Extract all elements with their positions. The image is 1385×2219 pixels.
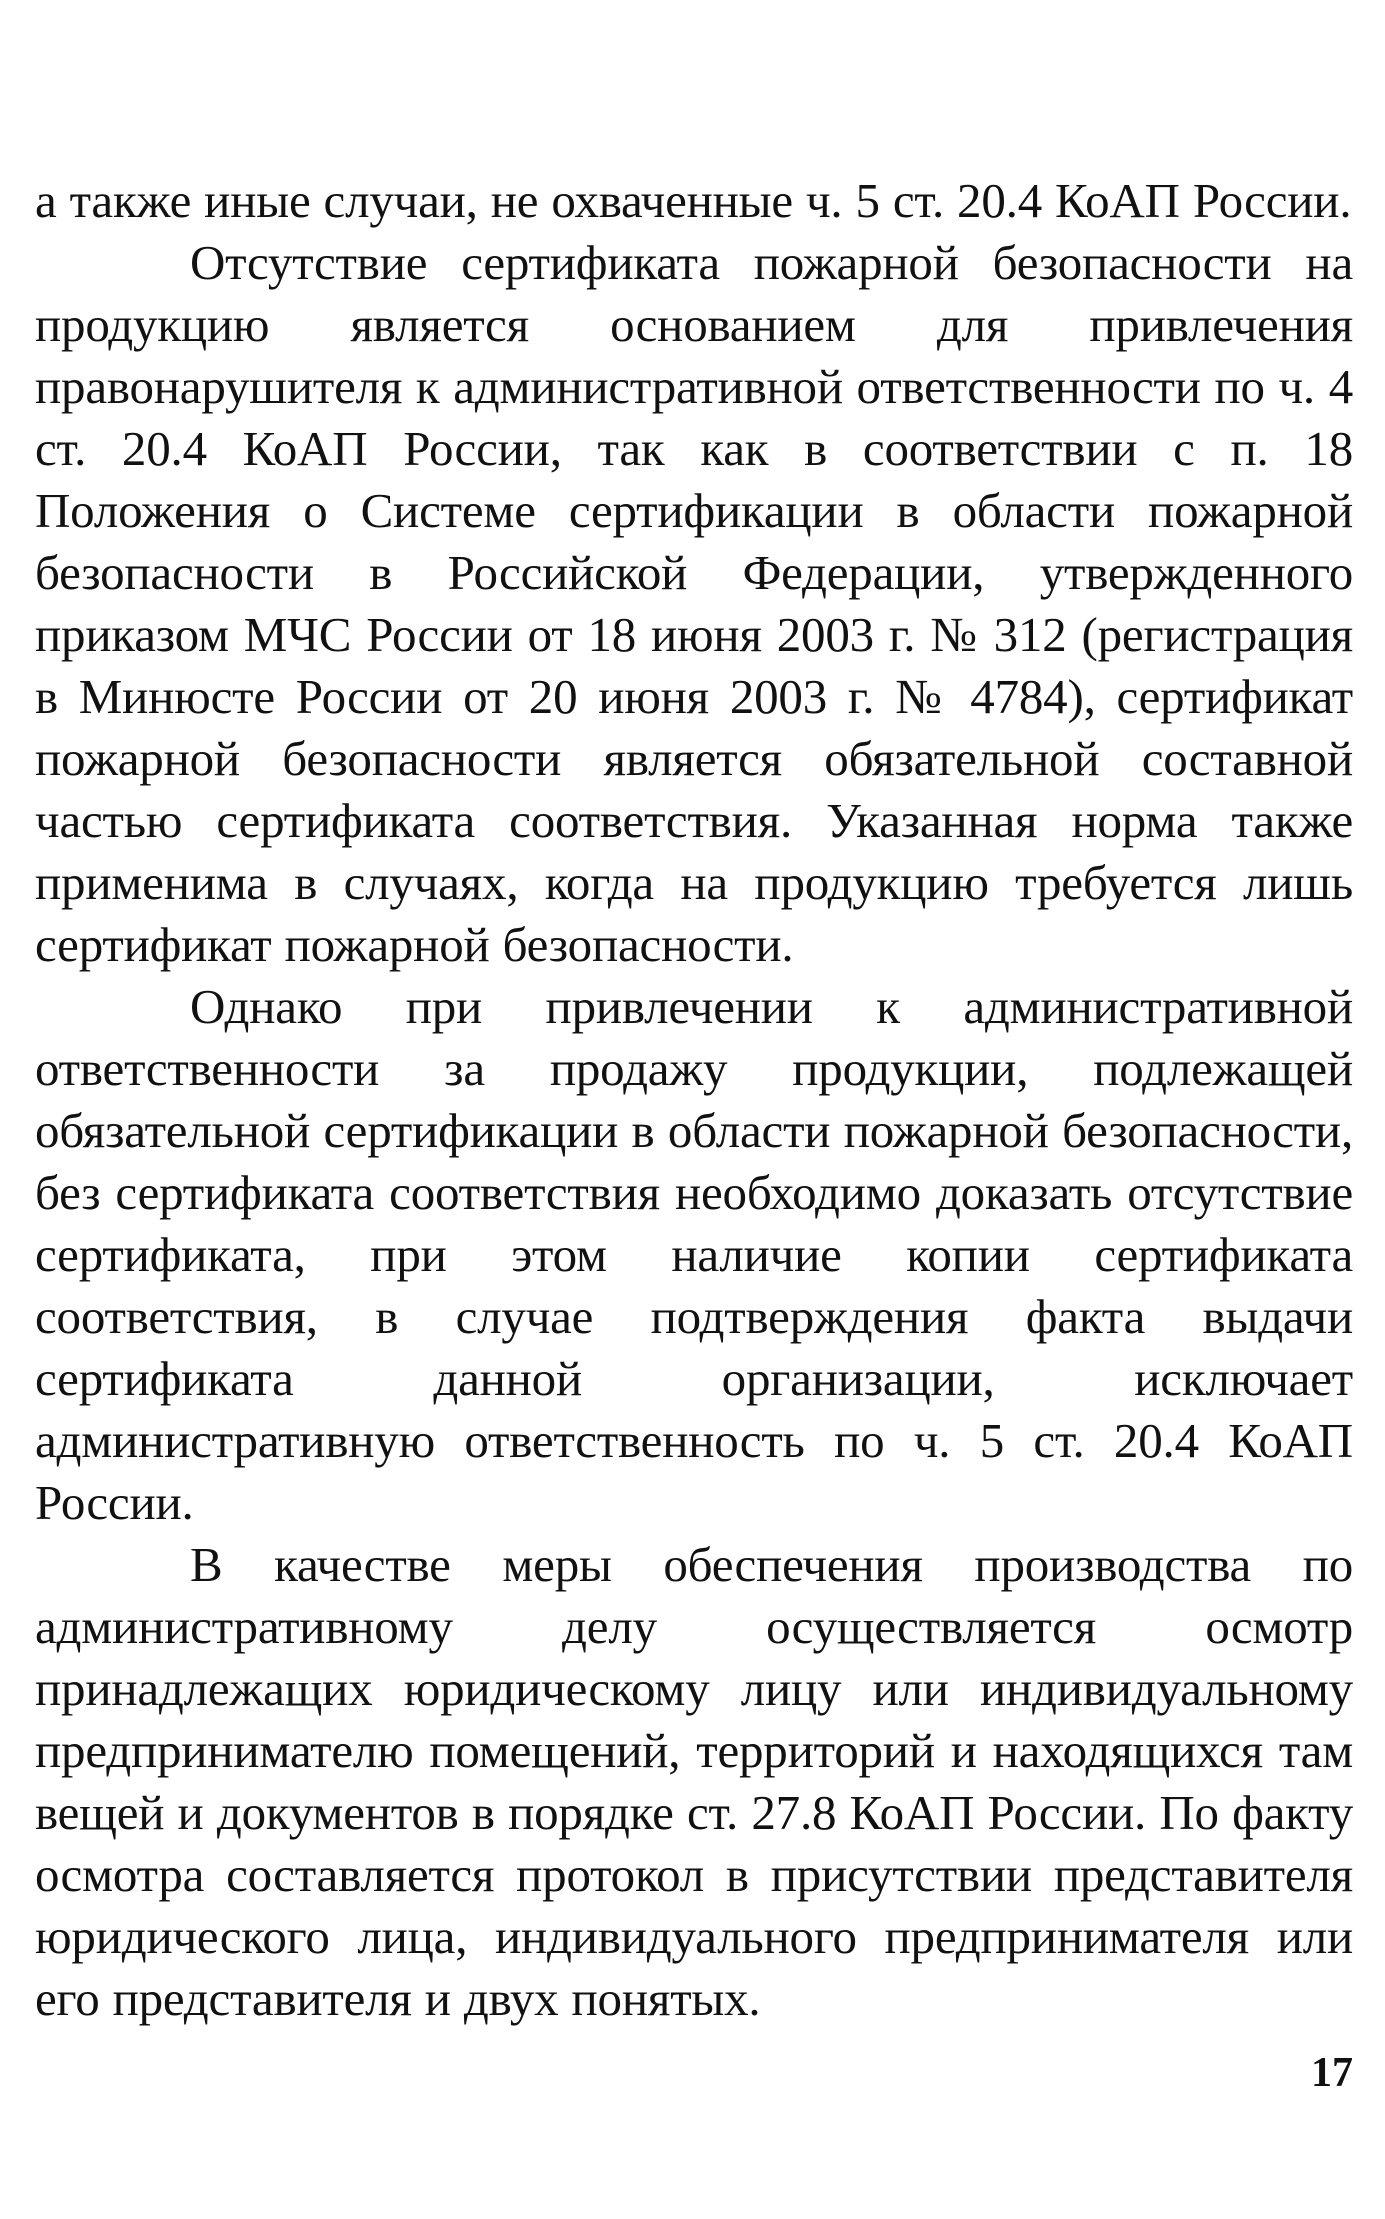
paragraph-4: В качестве меры обеспечения производства по административному делу осуществляется осмотр принадлежащих юридическому лицу или индивидуальному предпринимателю помещений, территорий и находящихся там вещей и документов в порядке ст. 27.8 КоАП России. По факту осмотра составляется протокол в присутствии представителя юридического лица, индивидуального предпринимателя или его представителя и двух понятых. <box>35 1537 1353 2026</box>
paragraph-1: а также иные случаи, не охваченные ч. 5 ст. 20.4 КоАП России. <box>35 173 1352 228</box>
paragraph-3: Однако при привлечении к административной ответственности за продажу продукции, подлежащей обязательной сертификации в области пожарной безопасности, без сертификата соответствия необходимо доказать отсутствие сертификата, при этом наличие копии сертификата соответствия, в случае подтверждения факта выдачи сертификата данной организации, исключает административную ответственность по ч. 5 ст. 20.4 КоАП России. <box>35 979 1353 1530</box>
page-number: 17 <box>1311 2050 1353 2096</box>
body-text <box>35 170 1353 2030</box>
paragraph-2: Отсутствие сертификата пожарной безопасности на продукцию является основанием для привлечения правонарушителя к административной ответственности по ч. 4 ст. 20.4 КоАП России, так как в соответствии с п. 18 Положения о Системе сертификации в области пожарной безопасности в Российской Федерации, утвержденного приказом МЧС России от 18 июня 2003 г. № 312 (регистрация в Минюсте России от 20 июня 2003 г. № 4784), сертификат пожарной безопасности является обязательной составной частью сертификата соответствия. Указанная норма также применима в случаях, когда на продукцию требуется лишь сертификат пожарной безопасности. <box>35 235 1353 972</box>
